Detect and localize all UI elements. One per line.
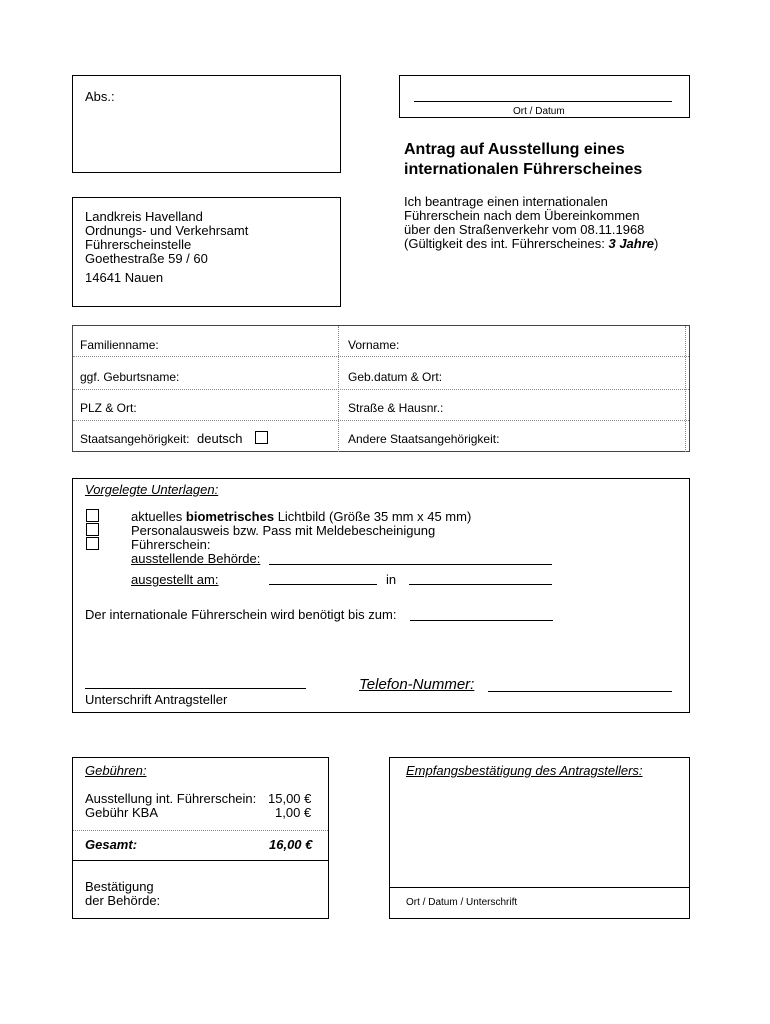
- id-card-checkbox[interactable]: [86, 523, 99, 536]
- documents-box: [72, 478, 690, 713]
- recipient-box: [72, 197, 341, 307]
- receipt-box[interactable]: [389, 757, 690, 919]
- issued-in-label: in: [386, 572, 397, 587]
- fee-item-1-label: Ausstellung int. Führerschein:: [85, 791, 257, 806]
- personal-data-table: [72, 325, 690, 452]
- fee-item-1-value: 15,00 €: [268, 791, 312, 806]
- photo-checkbox[interactable]: [86, 509, 99, 522]
- place-date-box[interactable]: [399, 75, 690, 118]
- street-field[interactable]: Straße & Hausnr.:: [348, 401, 444, 415]
- phone-label: Telefon-Nummer:: [359, 676, 475, 693]
- other-nationality-field[interactable]: Andere Staatsangehörigkeit:: [348, 432, 500, 446]
- place-date-line: [414, 101, 672, 102]
- issued-in-line[interactable]: [409, 584, 552, 585]
- nationality-label: Staatsangehörigkeit:: [80, 432, 190, 446]
- signature-line[interactable]: [85, 688, 306, 689]
- photo-item: aktuelles biometrisches Lichtbild (Größe 35 mm x 45 mm): [131, 509, 472, 524]
- issuing-authority-line[interactable]: [269, 564, 552, 565]
- fee-item-2-value: 1,00 €: [275, 805, 312, 820]
- first-name-field[interactable]: Vorname:: [348, 338, 400, 352]
- fee-item-2-label: Gebühr KBA: [85, 805, 158, 820]
- recipient-address: Landkreis Havelland Ordnungs- und Verkehrsamt Führerscheinstelle Goethestraße 59 / 60 14641 Nauen: [85, 209, 249, 285]
- zip-city-field[interactable]: PLZ & Ort:: [80, 401, 137, 415]
- nationality-german-checkbox[interactable]: [255, 431, 268, 444]
- nationality-value: deutsch: [197, 431, 243, 446]
- license-checkbox[interactable]: [86, 537, 99, 550]
- fees-box: [72, 757, 329, 919]
- id-card-item: Personalausweis bzw. Pass mit Meldebescheinigung: [131, 523, 436, 538]
- needed-by-line[interactable]: [410, 620, 553, 621]
- receipt-heading: Empfangsbestätigung des Antragstellers:: [406, 763, 643, 778]
- needed-by-label: Der internationale Führerschein wird benötigt bis zum:: [85, 607, 397, 622]
- documents-heading: Vorgelegte Unterlagen:: [85, 482, 219, 497]
- phone-line[interactable]: [488, 691, 672, 692]
- request-text: Ich beantrage einen internationalen Führerschein nach dem Übereinkommen über den Straßenverkehr vom 08.11.1968 (Gültigkeit des int. Führerscheines: 3 Jahre): [404, 194, 659, 251]
- birth-date-place-field[interactable]: Geb.datum & Ort:: [348, 370, 443, 384]
- sender-box[interactable]: [72, 75, 341, 173]
- fees-heading: Gebühren:: [85, 763, 147, 778]
- birth-name-field[interactable]: ggf. Geburtsname:: [80, 370, 180, 384]
- fee-total-value: 16,00 €: [269, 837, 313, 852]
- family-name-field[interactable]: Familienname:: [80, 338, 159, 352]
- authority-confirmation: Bestätigung der Behörde:: [85, 879, 161, 908]
- issued-on-line[interactable]: [269, 584, 377, 585]
- fee-total-label: Gesamt:: [85, 837, 138, 852]
- page-title: Antrag auf Ausstellung eines internationalen Führerscheines: [404, 141, 643, 178]
- signature-caption: Unterschrift Antragsteller: [85, 692, 228, 707]
- license-item: Führerschein:: [131, 537, 211, 552]
- receipt-caption: Ort / Datum / Unterschrift: [406, 897, 518, 908]
- issued-on-label: ausgestellt am:: [131, 572, 219, 587]
- place-date-caption: Ort / Datum: [513, 106, 565, 117]
- sender-label: Abs.:: [85, 89, 115, 104]
- issuing-authority-label: ausstellende Behörde:: [131, 551, 261, 566]
